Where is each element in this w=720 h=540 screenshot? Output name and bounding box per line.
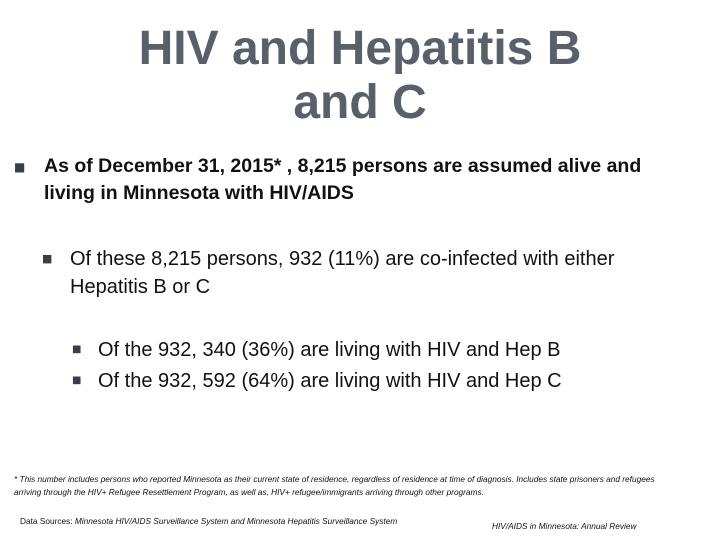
report-name: HIV/AIDS in Minnesota: Annual Review — [492, 521, 637, 531]
bullet-level-1 — [14, 153, 704, 207]
slide-title-line-2: and C — [293, 76, 427, 129]
square-bullet-icon: ■ — [72, 375, 82, 386]
data-sources-value: Minnesota HIV/AIDS Surveillance System and Minnesota Hepatitis Surveillance System — [74, 516, 398, 526]
bullet-text: Of the 932, 340 (36%) are living with HIV and Hep B — [98, 339, 561, 361]
data-sources-label: Data Sources: — [20, 516, 73, 526]
data-sources — [20, 516, 460, 527]
bullet-level-3-hep-b — [72, 335, 712, 365]
square-bullet-icon: ■ — [42, 252, 53, 265]
slide-title-line-1: HIV and Hepatitis B — [138, 22, 582, 75]
bullet-text: Of the 932, 592 (64%) are living with HIV and Hep C — [98, 370, 562, 392]
bullet-text: Of these 8,215 persons, 932 (11%) are co-infected with either Hepatitis B or C — [70, 248, 615, 298]
bullet-level-3-hep-c — [72, 366, 712, 396]
footnote: * This number includes persons who reported Minnesota as their current state of residence, regardless of residence at time of diagnosis. Includes state prisoners and refugees arriving through the HIV+ Refugee Resettlement Program, as well as, HIV+ refugee/immigrants arriving through other programs. — [14, 474, 655, 497]
bullet-text: As of December 31, 2015* , 8,215 persons are assumed alive and living in Minnesota with HIV/AIDS — [44, 155, 642, 204]
square-bullet-icon: ■ — [14, 160, 26, 174]
slide-title — [60, 22, 660, 130]
bullet-level-2 — [42, 245, 702, 301]
square-bullet-icon: ■ — [72, 344, 82, 355]
